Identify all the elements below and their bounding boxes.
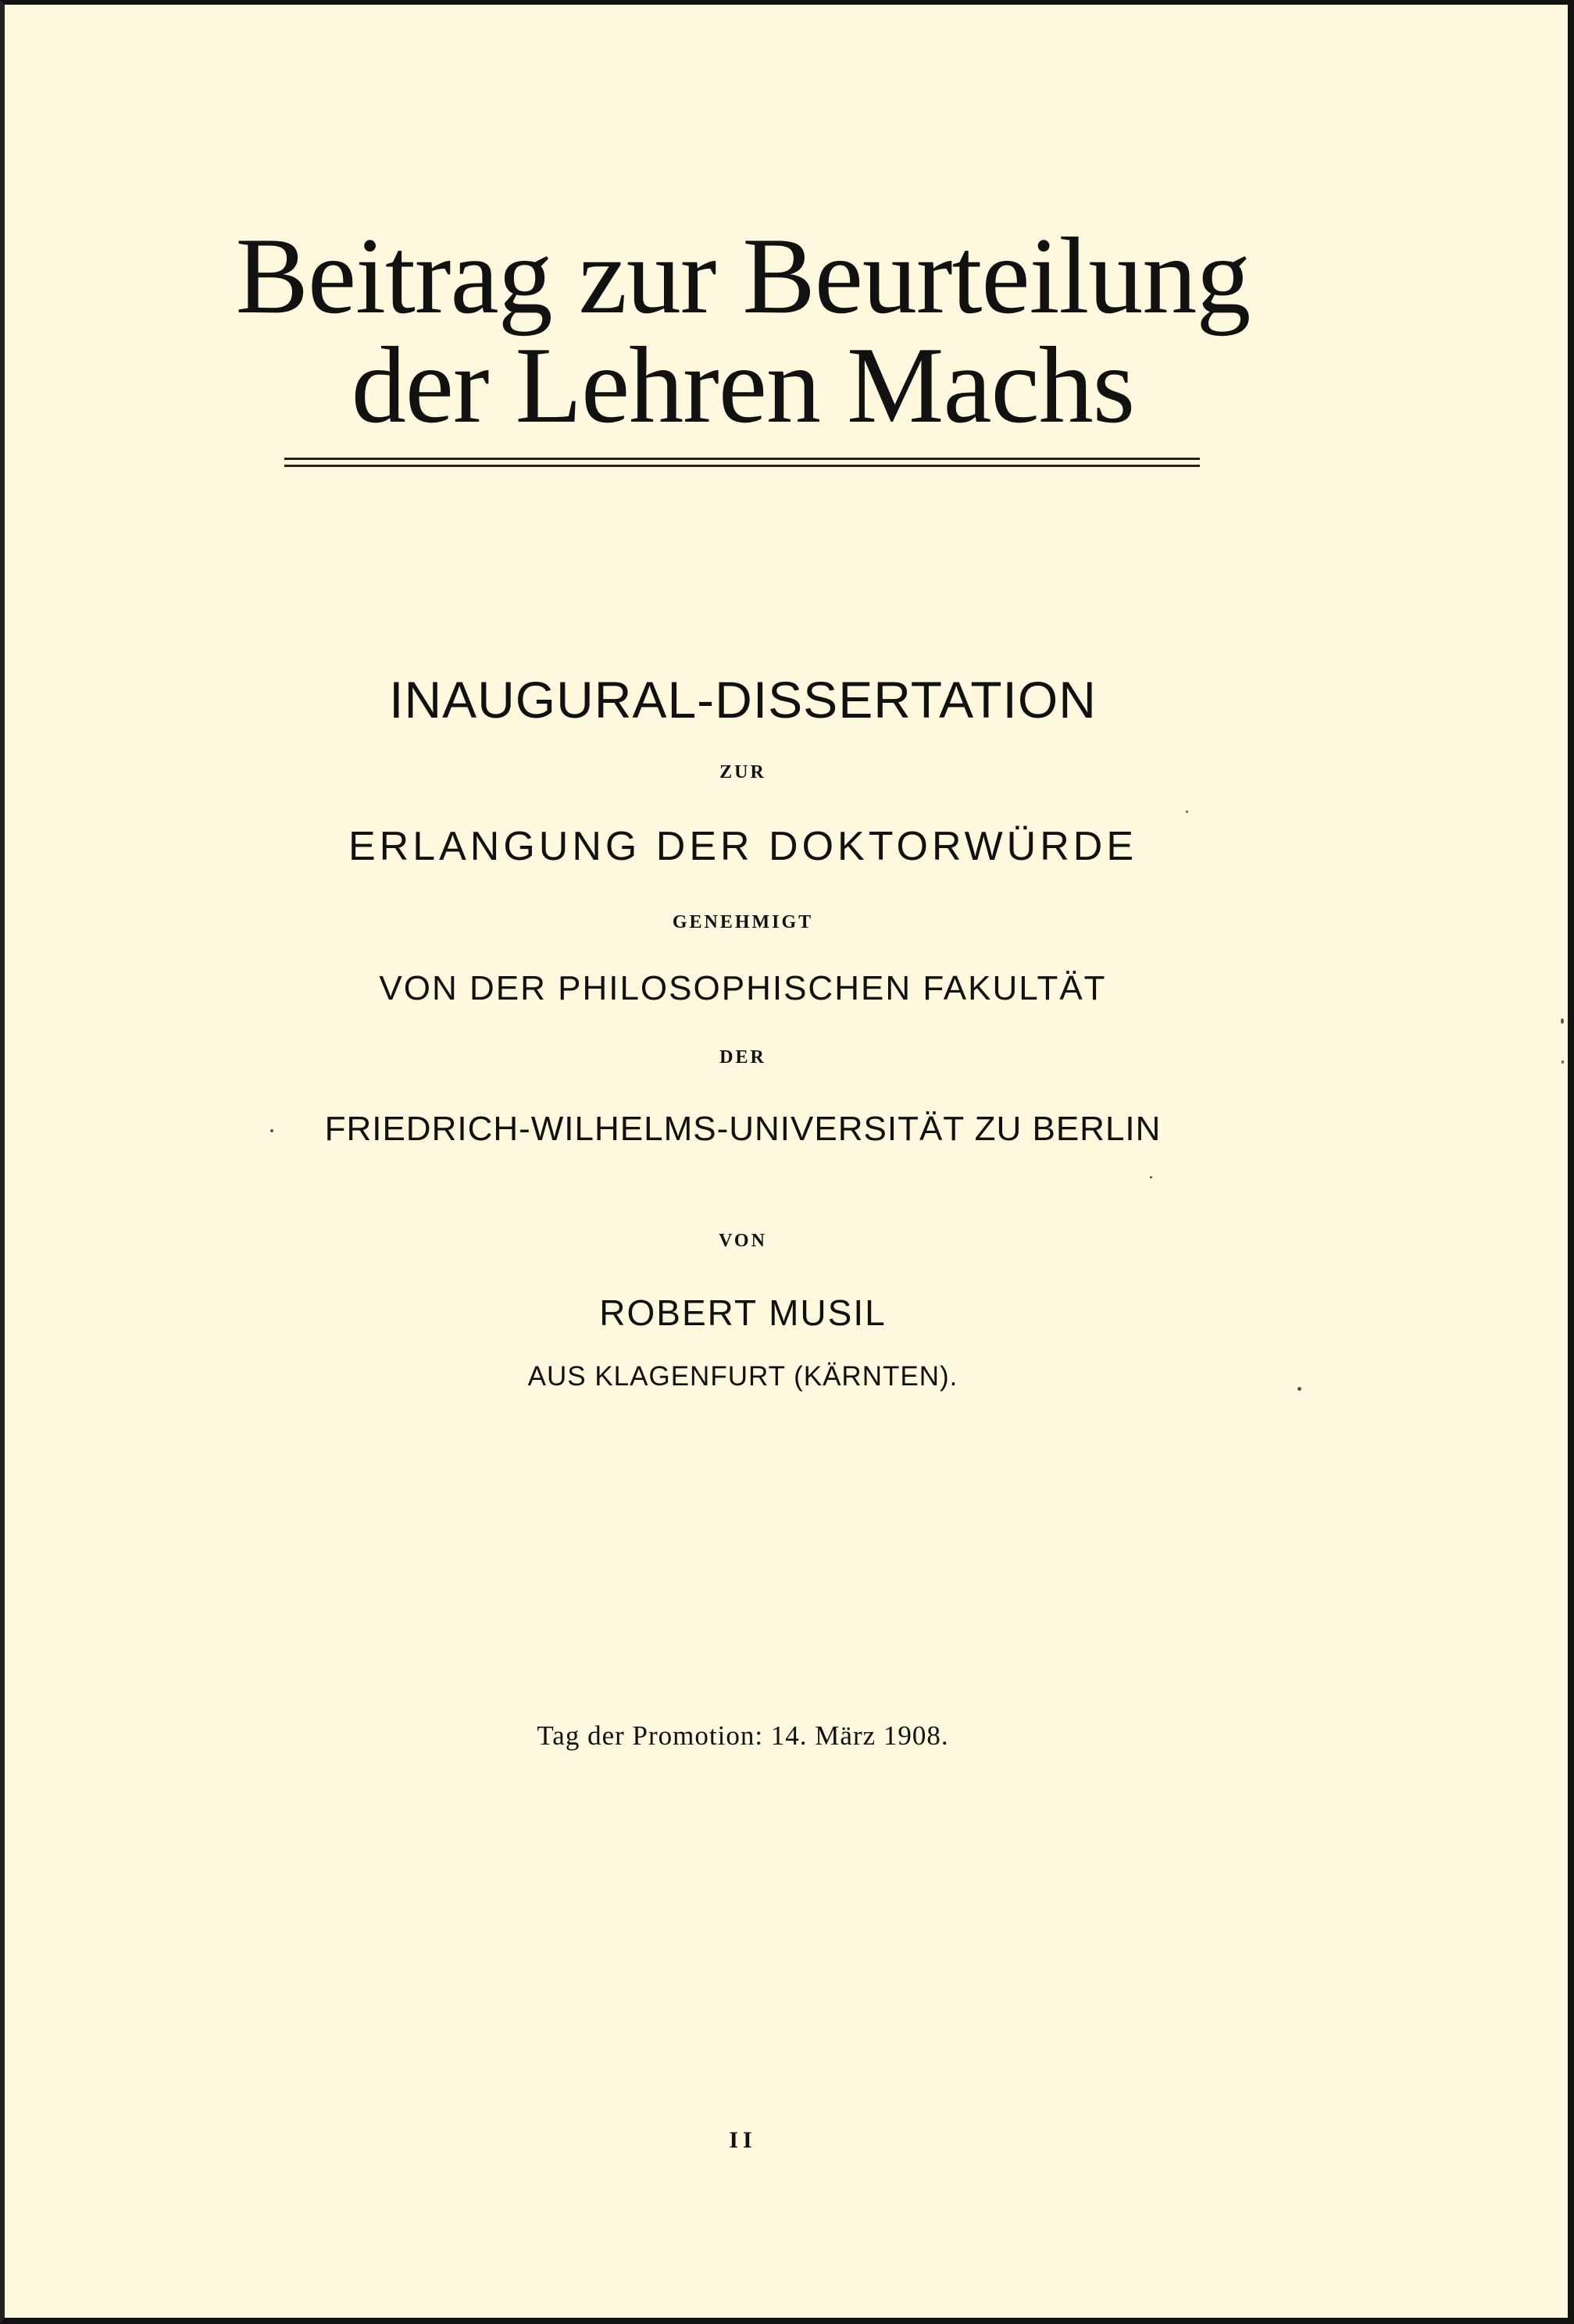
rule-top xyxy=(284,458,1200,460)
dissertation-heading: INAUGURAL-DISSERTATION xyxy=(389,671,1097,729)
page-marker: II xyxy=(729,2127,757,2153)
scan-speck xyxy=(1186,811,1188,813)
scan-speck xyxy=(1562,1060,1564,1064)
scan-speck xyxy=(1150,1176,1152,1178)
degree-purpose: ERLANGUNG DER DOKTORWÜRDE xyxy=(348,824,1138,869)
promotion-date: Tag der Promotion: 14. März 1908. xyxy=(537,1720,949,1751)
title-line-1: Beitrag zur Beurteilung xyxy=(235,216,1251,337)
word-der: DER xyxy=(719,1047,766,1068)
word-zur: ZUR xyxy=(719,762,766,782)
word-von: VON xyxy=(719,1231,767,1251)
scan-speck xyxy=(1297,1387,1301,1391)
author-origin: AUS KLAGENFURT (KÄRNTEN). xyxy=(527,1361,958,1392)
scan-speck xyxy=(1561,1018,1564,1024)
word-genehmigt: GENEHMIGT xyxy=(672,912,814,932)
faculty-line: VON DER PHILOSOPHISCHEN FAKULTÄT xyxy=(379,969,1107,1007)
title-line-2: der Lehren Machs xyxy=(351,325,1135,446)
rule-bottom xyxy=(284,465,1200,467)
author-name: ROBERT MUSIL xyxy=(599,1292,887,1333)
scan-speck xyxy=(270,1129,273,1132)
university-line: FRIEDRICH-WILHELMS-UNIVERSITÄT ZU BERLIN xyxy=(324,1110,1162,1148)
